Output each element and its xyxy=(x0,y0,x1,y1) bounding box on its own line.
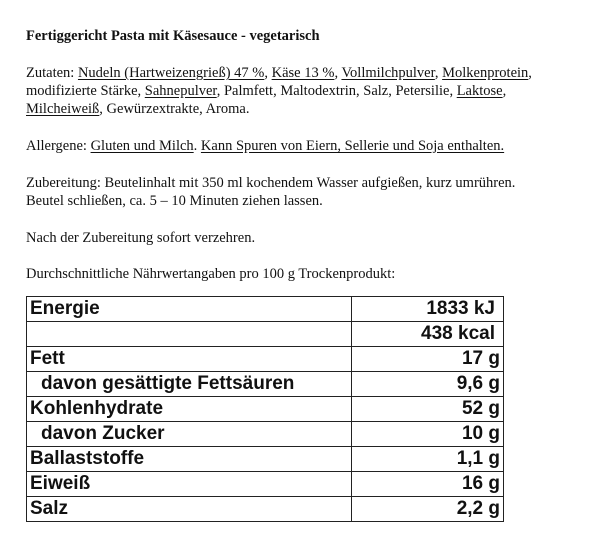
separator: , xyxy=(434,65,443,81)
ingredients-text: , Palmfett, Maltodextrin, Salz, Petersilie, xyxy=(216,83,457,99)
nutrient-value: 52 g xyxy=(352,397,504,422)
table-row xyxy=(27,447,504,472)
nutrient-value: 1,1 g xyxy=(352,447,504,472)
nutrient-label: Salz xyxy=(27,497,352,522)
energy-label: Energie xyxy=(27,297,352,322)
ingredient-milcheiweiss: Milcheiweiß xyxy=(26,101,100,117)
nutrient-value: 16 g xyxy=(352,472,504,497)
ingredients-text: , Gewürzextrakte, Aroma. xyxy=(99,101,250,117)
table-row xyxy=(27,472,504,497)
ingredients-label: Zutaten: xyxy=(26,65,78,81)
table-row-energy-kj xyxy=(27,297,504,322)
table-row xyxy=(27,397,504,422)
product-title: Fertiggericht Pasta mit Käsesauce - vegetarisch xyxy=(26,28,320,44)
preparation-line: Zubereitung: Beutelinhalt mit 350 ml kochendem Wasser aufgießen, kurz umrühren. xyxy=(26,175,516,191)
table-row xyxy=(27,422,504,447)
allergens-label: Allergene: xyxy=(26,138,91,154)
table-row xyxy=(27,497,504,522)
ingredients-paragraph xyxy=(26,64,532,118)
nutrient-value: 9,6 g xyxy=(352,372,504,397)
separator: . xyxy=(193,138,201,154)
ingredients-text: modifizierte Stärke, xyxy=(26,83,145,99)
ingredient-molkenprotein: Molkenprotein xyxy=(442,65,529,81)
nutrition-table xyxy=(26,296,504,522)
energy-label-empty xyxy=(27,322,352,347)
separator: , xyxy=(334,65,342,81)
ingredient-vollmilchpulver: Vollmilchpulver xyxy=(341,65,435,81)
ingredient-laktose: Laktose xyxy=(456,83,503,99)
nutrient-sub-label: davon gesättigte Fettsäuren xyxy=(27,372,352,397)
separator: , xyxy=(264,65,272,81)
nutrient-value: 10 g xyxy=(352,422,504,447)
nutrient-value: 17 g xyxy=(352,347,504,372)
separator: , xyxy=(502,83,507,99)
table-row xyxy=(27,347,504,372)
allergens-list: Gluten und Milch xyxy=(90,138,194,154)
table-row xyxy=(27,372,504,397)
allergens-paragraph xyxy=(26,137,504,155)
table-row-energy-kcal xyxy=(27,322,504,347)
preparation-paragraph xyxy=(26,174,515,210)
ingredient-nudeln: Nudeln (Hartweizengrieß) 47 % xyxy=(77,65,265,81)
traces-note: Kann Spuren von Eiern, Sellerie und Soja enthalten. xyxy=(200,138,505,154)
nutrient-sub-label: davon Zucker xyxy=(27,422,352,447)
nutrient-label: Ballaststoffe xyxy=(27,447,352,472)
separator: , xyxy=(528,65,532,81)
ingredient-kaese: Käse 13 % xyxy=(271,65,335,81)
energy-kcal-value: 438 kcal xyxy=(352,322,504,347)
ingredient-sahnepulver: Sahnepulver xyxy=(144,83,217,99)
nutrient-value: 2,2 g xyxy=(352,497,504,522)
nutrient-label: Kohlenhydrate xyxy=(27,397,352,422)
nutrient-label: Eiweiß xyxy=(27,472,352,497)
nutrition-heading: Durchschnittliche Nährwertangaben pro 100 g Trockenprodukt: xyxy=(26,266,396,282)
preparation-line: Beutel schließen, ca. 5 – 10 Minuten ziehen lassen. xyxy=(26,193,323,209)
nutrient-label: Fett xyxy=(27,347,352,372)
energy-kj-value: 1833 kJ xyxy=(352,297,504,322)
consumption-note: Nach der Zubereitung sofort verzehren. xyxy=(26,230,256,246)
